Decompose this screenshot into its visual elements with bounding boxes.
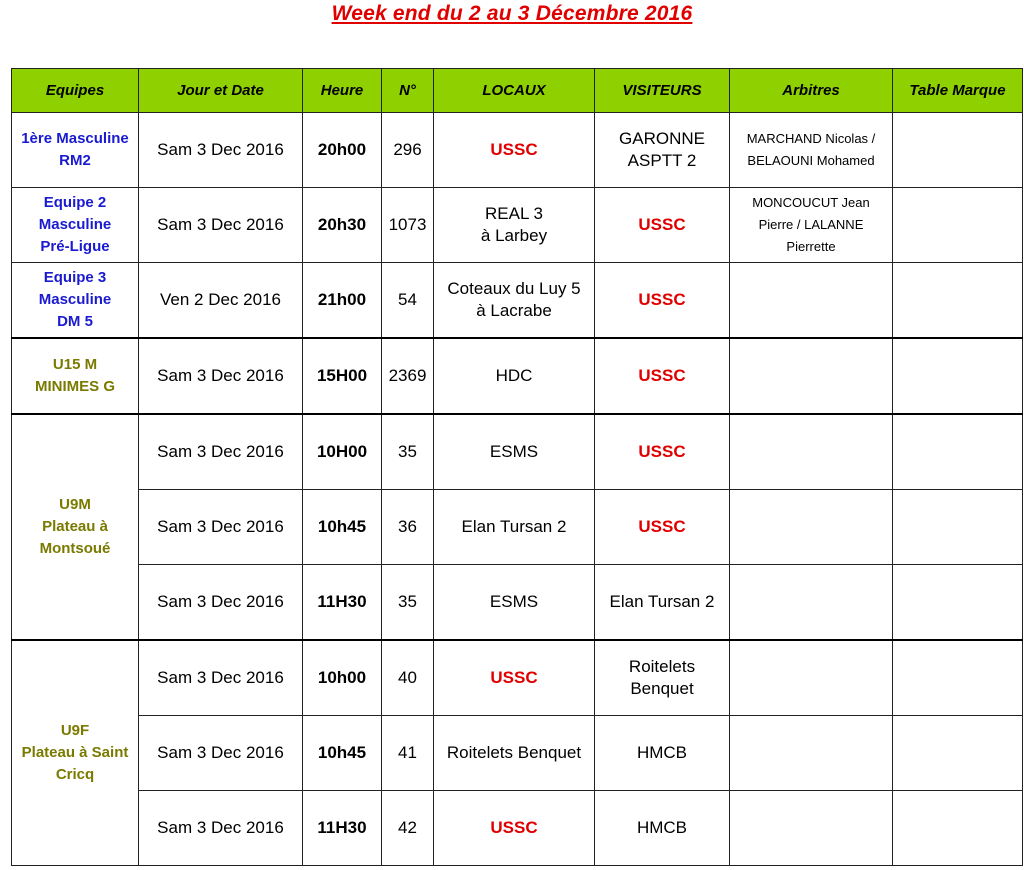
table-marque-cell [893, 791, 1023, 866]
away-cell: USSC [595, 490, 730, 565]
header-arbitres: Arbitres [730, 69, 893, 113]
header-numero: N° [382, 69, 434, 113]
away-cell: USSC [595, 414, 730, 490]
match-number-cell: 41 [382, 716, 434, 791]
home-cell: USSC [434, 791, 595, 866]
time-cell: 20h00 [303, 113, 382, 188]
table-marque-cell [893, 414, 1023, 490]
table-row [12, 414, 1023, 490]
header-heure: Heure [303, 69, 382, 113]
header-visiteurs: VISITEURS [595, 69, 730, 113]
date-cell: Sam 3 Dec 2016 [139, 113, 303, 188]
time-cell: 21h00 [303, 263, 382, 339]
home-cell: REAL 3 à Larbey [434, 188, 595, 263]
match-number-cell: 40 [382, 640, 434, 716]
team-cell: Equipe 3 Masculine DM 5 [12, 263, 139, 339]
home-cell: ESMS [434, 565, 595, 641]
table-row [12, 565, 1023, 641]
away-cell: Elan Tursan 2 [595, 565, 730, 641]
referees-cell: MARCHAND Nicolas / BELAOUNI Mohamed [730, 113, 893, 188]
table-row [12, 263, 1023, 339]
referees-cell [730, 263, 893, 339]
date-cell: Sam 3 Dec 2016 [139, 490, 303, 565]
match-number-cell: 35 [382, 414, 434, 490]
home-cell: Elan Tursan 2 [434, 490, 595, 565]
match-number-cell: 296 [382, 113, 434, 188]
schedule-table [11, 68, 1023, 866]
home-cell: USSC [434, 113, 595, 188]
table-marque-cell [893, 113, 1023, 188]
team-cell: U9F Plateau à Saint Cricq [12, 640, 139, 866]
date-cell: Sam 3 Dec 2016 [139, 338, 303, 414]
referees-cell [730, 490, 893, 565]
table-row [12, 791, 1023, 866]
table-row [12, 490, 1023, 565]
time-cell: 10h00 [303, 640, 382, 716]
referees-cell: MONCOUCUT Jean Pierre / LALANNE Pierrette [730, 188, 893, 263]
team-cell: Equipe 2 Masculine Pré-Ligue [12, 188, 139, 263]
time-cell: 15H00 [303, 338, 382, 414]
page-title [0, 2, 1024, 26]
match-number-cell: 2369 [382, 338, 434, 414]
table-marque-cell [893, 338, 1023, 414]
date-cell: Ven 2 Dec 2016 [139, 263, 303, 339]
table-marque-cell [893, 565, 1023, 641]
away-cell: GARONNE ASPTT 2 [595, 113, 730, 188]
table-row [12, 113, 1023, 188]
header-locaux: LOCAUX [434, 69, 595, 113]
date-cell: Sam 3 Dec 2016 [139, 414, 303, 490]
date-cell: Sam 3 Dec 2016 [139, 188, 303, 263]
home-cell: Coteaux du Luy 5 à Lacrabe [434, 263, 595, 339]
home-cell: USSC [434, 640, 595, 716]
header-date: Jour et Date [139, 69, 303, 113]
time-cell: 11H30 [303, 791, 382, 866]
date-cell: Sam 3 Dec 2016 [139, 565, 303, 641]
table-marque-cell [893, 263, 1023, 339]
referees-cell [730, 565, 893, 641]
match-number-cell: 36 [382, 490, 434, 565]
match-number-cell: 1073 [382, 188, 434, 263]
match-number-cell: 54 [382, 263, 434, 339]
date-cell: Sam 3 Dec 2016 [139, 716, 303, 791]
referees-cell [730, 716, 893, 791]
away-cell: Roitelets Benquet [595, 640, 730, 716]
away-cell: USSC [595, 338, 730, 414]
table-row [12, 640, 1023, 716]
time-cell: 10h45 [303, 490, 382, 565]
table-marque-cell [893, 188, 1023, 263]
match-number-cell: 35 [382, 565, 434, 641]
team-cell: U9M Plateau à Montsoué [12, 414, 139, 640]
away-cell: HMCB [595, 791, 730, 866]
time-cell: 20h30 [303, 188, 382, 263]
time-cell: 10h45 [303, 716, 382, 791]
away-cell: USSC [595, 188, 730, 263]
team-cell: 1ère Masculine RM2 [12, 113, 139, 188]
referees-cell [730, 414, 893, 490]
time-cell: 11H30 [303, 565, 382, 641]
table-marque-cell [893, 640, 1023, 716]
home-cell: Roitelets Benquet [434, 716, 595, 791]
header-equipes: Equipes [12, 69, 139, 113]
referees-cell [730, 791, 893, 866]
table-row [12, 716, 1023, 791]
home-cell: HDC [434, 338, 595, 414]
referees-cell [730, 640, 893, 716]
away-cell: USSC [595, 263, 730, 339]
table-marque-cell [893, 716, 1023, 791]
table-row [12, 188, 1023, 263]
referees-cell [730, 338, 893, 414]
title-text: Week end du 2 au 3 Décembre 2016 [331, 2, 693, 25]
date-cell: Sam 3 Dec 2016 [139, 640, 303, 716]
table-marque-cell [893, 490, 1023, 565]
team-cell: U15 M MINIMES G [12, 338, 139, 414]
away-cell: HMCB [595, 716, 730, 791]
header-row [12, 69, 1023, 113]
match-number-cell: 42 [382, 791, 434, 866]
table-row [12, 338, 1023, 414]
date-cell: Sam 3 Dec 2016 [139, 791, 303, 866]
home-cell: ESMS [434, 414, 595, 490]
header-table-marque: Table Marque [893, 69, 1023, 113]
time-cell: 10H00 [303, 414, 382, 490]
